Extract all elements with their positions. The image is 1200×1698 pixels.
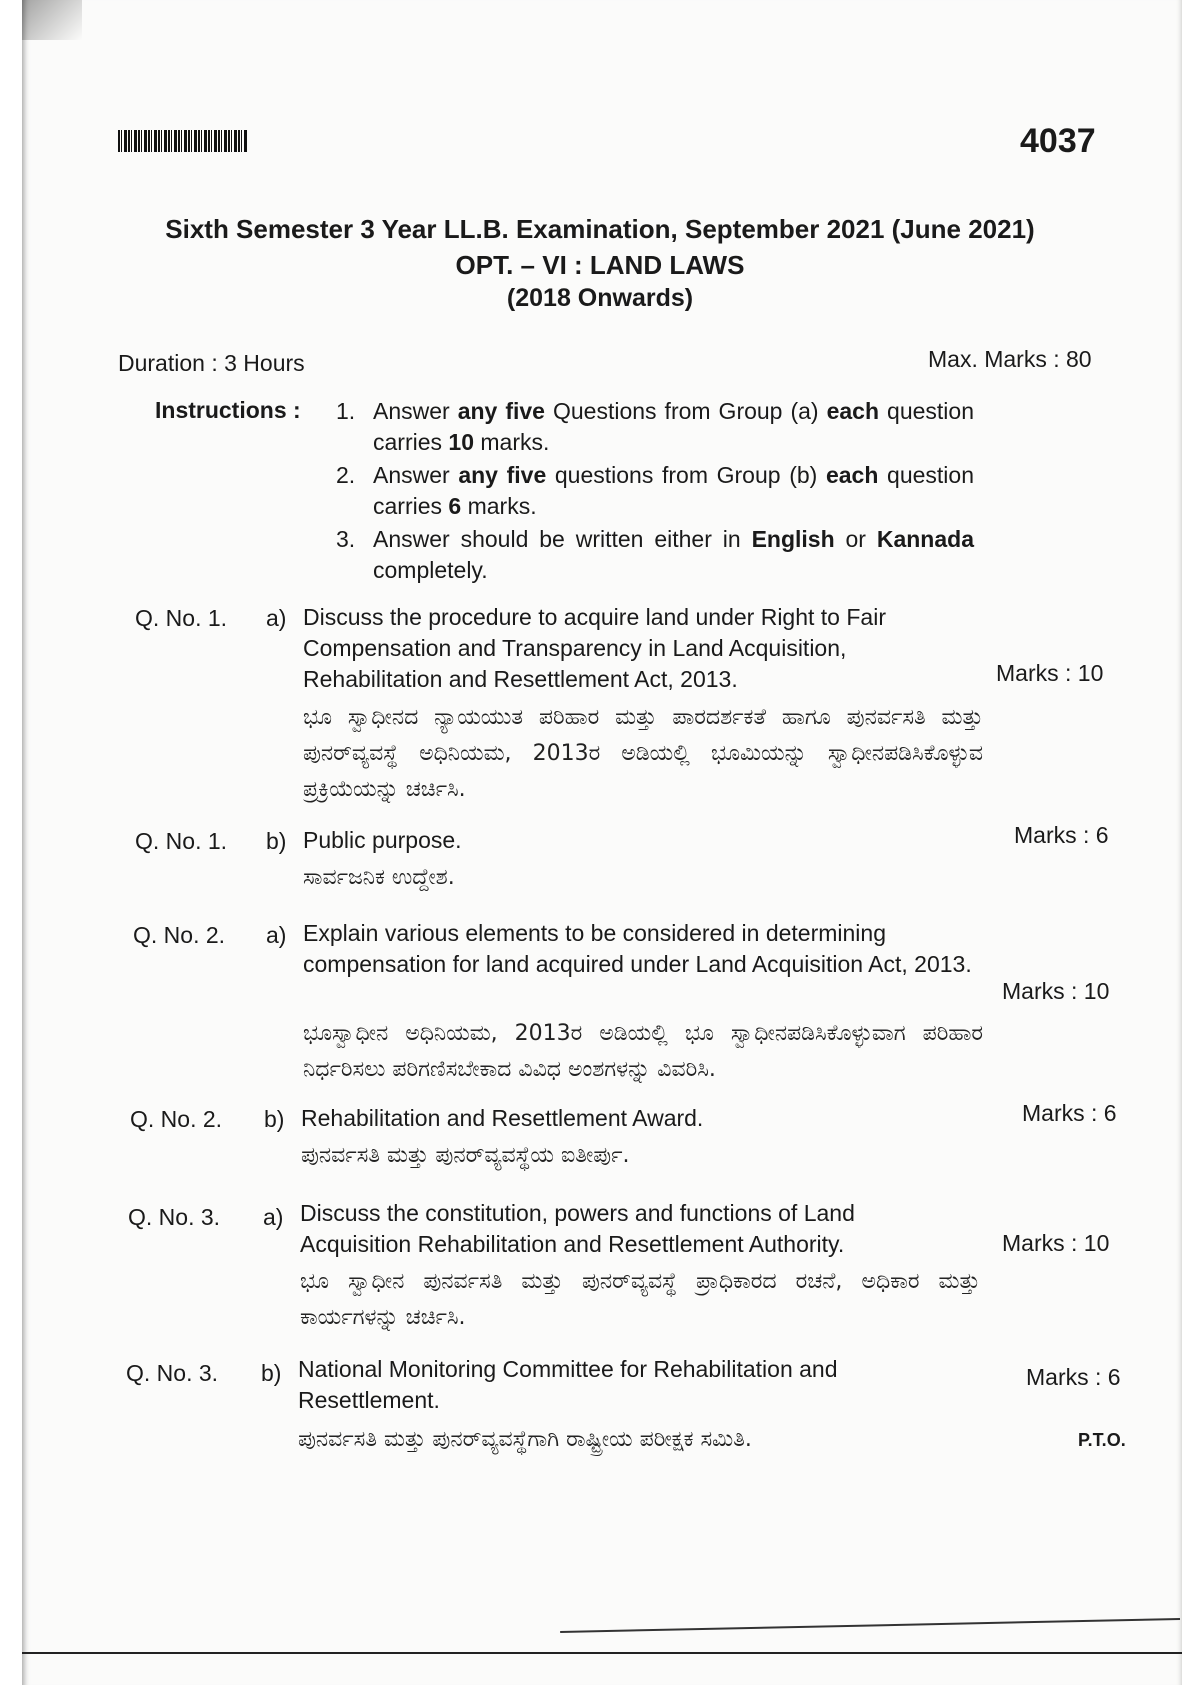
question-text-kannada: ಭೂ ಸ್ವಾಧೀನದ ನ್ಯಾಯಯುತ ಪರಿಹಾರ ಮತ್ತು ಪಾರದರ್ಶಕತೆ ಹಾಗೂ ಪುನರ್ವಸತಿ ಮತ್ತು ಪುನರ್‌ವ್ಯವಸ್ಥೆ ಅಧಿನಿಯಮ, 2013ರ ಅಡಿಯಲ್ಲಿ ಭೂಮಿಯನ್ನು ಸ್ವಾಧೀನಪಡಿಸಿಕೊಳ್ಳುವ ಪ್ರಕ್ರಿಯೆಯನ್ನು ಚರ್ಚಿಸಿ. (303, 705, 983, 802)
question-number: Q. No. 3. (128, 1204, 221, 1230)
instruction-item (336, 460, 974, 522)
duration: Duration : 3 Hours (118, 350, 305, 376)
scheme-title: (2018 Onwards) (506, 284, 694, 312)
question-text-kannada: ಭೂಸ್ವಾಧೀನ ಅಧಿನಿಯಮ, 2013ರ ಅಡಿಯಲ್ಲಿ ಭೂ ಸ್ವಾಧೀನಪಡಿಸಿಕೊಳ್ಳುವಾಗ ಪರಿಹಾರ ನಿರ್ಧರಿಸಲು ಪರಿಗಣಿಸಬೇಕಾದ ವಿವಿಧ ಅಂಶಗಳನ್ನು ವಿವರಿಸಿ. (303, 1021, 983, 1082)
question-part: a) (266, 605, 287, 631)
question-text-english: Rehabilitation and Resettlement Award. (301, 1105, 704, 1131)
question-part: a) (263, 1204, 284, 1230)
instruction-text: Answer should be written either in English or Kannada completely. (373, 526, 974, 583)
exam-title: Sixth Semester 3 Year LL.B. Examination, September 2021 (June 2021) (165, 214, 1035, 244)
question-text-english: Public purpose. (303, 827, 462, 853)
instruction-text: Answer any five questions from Group (b) each question carries 6 marks. (373, 462, 974, 519)
question-marks: Marks : 10 (996, 660, 1104, 686)
question-part: b) (266, 828, 287, 854)
question-marks: Marks : 6 (1026, 1364, 1121, 1390)
pto-note: P.T.O. (1078, 1430, 1126, 1450)
question-number: Q. No. 1. (135, 828, 228, 854)
instructions-label: Instructions : (155, 397, 301, 423)
question-part: a) (266, 922, 287, 948)
question-part: b) (264, 1106, 285, 1132)
question-text-kannada: ಪುನರ್ವಸತಿ ಮತ್ತು ಪುನರ್‌ವ್ಯವಸ್ಥೆಯ ಐತೀರ್ಪು. (301, 1143, 630, 1168)
subject-title: OPT. – VI : LAND LAWS (455, 250, 745, 280)
question-marks: Marks : 10 (1002, 978, 1110, 1004)
instruction-number: 2. (336, 462, 356, 488)
question-text-english: Explain various elements to be considered in determining compensation for land acquired under Land Acquisition Act, 2013. (303, 920, 972, 977)
instruction-item (336, 396, 974, 458)
max-marks: Max. Marks : 80 (928, 346, 1092, 372)
barcode (118, 130, 248, 152)
instruction-number: 1. (336, 398, 356, 424)
question-text-kannada: ಪುನರ್ವಸತಿ ಮತ್ತು ಪುನರ್‌ವ್ಯವಸ್ಥೆಗಾಗಿ ರಾಷ್ಟ್ರೀಯ ಪರೀಕ್ಷಕ ಸಮಿತಿ. (298, 1427, 752, 1452)
question-number: Q. No. 2. (133, 922, 226, 948)
question-number: Q. No. 3. (126, 1360, 219, 1386)
question-part: b) (261, 1360, 282, 1386)
question-text-kannada: ಸಾರ್ವಜನಿಕ ಉದ್ದೇಶ. (303, 865, 455, 890)
page-corner-shadow (22, 0, 82, 40)
page-bottom-edge (22, 1652, 1182, 1654)
question-marks: Marks : 6 (1014, 822, 1109, 848)
instruction-number: 3. (336, 526, 356, 552)
question-marks: Marks : 10 (1002, 1230, 1110, 1256)
question-text-english: Discuss the procedure to acquire land under Right to Fair Compensation and Transparency in Land Acquisition, Rehabilitation and Resettlement Act, 2013. (303, 604, 886, 692)
question-text-english: Discuss the constitution, powers and functions of Land Acquisition Rehabilitation and Resettlement Authority. (300, 1200, 855, 1257)
question-number: Q. No. 1. (135, 605, 228, 631)
question-text-kannada: ಭೂ ಸ್ವಾಧೀನ ಪುನರ್ವಸತಿ ಮತ್ತು ಪುನರ್‌ವ್ಯವಸ್ಥೆ ಪ್ರಾಧಿಕಾರದ ರಚನೆ, ಅಧಿಕಾರ ಮತ್ತು ಕಾರ್ಯಗಳನ್ನು ಚರ್ಚಿಸಿ. (300, 1269, 980, 1330)
instruction-item (336, 524, 974, 586)
instruction-text: Answer any five Questions from Group (a) each question carries 10 marks. (373, 398, 974, 455)
paper-code: 4037 (1020, 122, 1096, 160)
question-marks: Marks : 6 (1022, 1100, 1117, 1126)
question-number: Q. No. 2. (130, 1106, 223, 1132)
question-text-english: National Monitoring Committee for Rehabilitation and Resettlement. (298, 1356, 838, 1413)
